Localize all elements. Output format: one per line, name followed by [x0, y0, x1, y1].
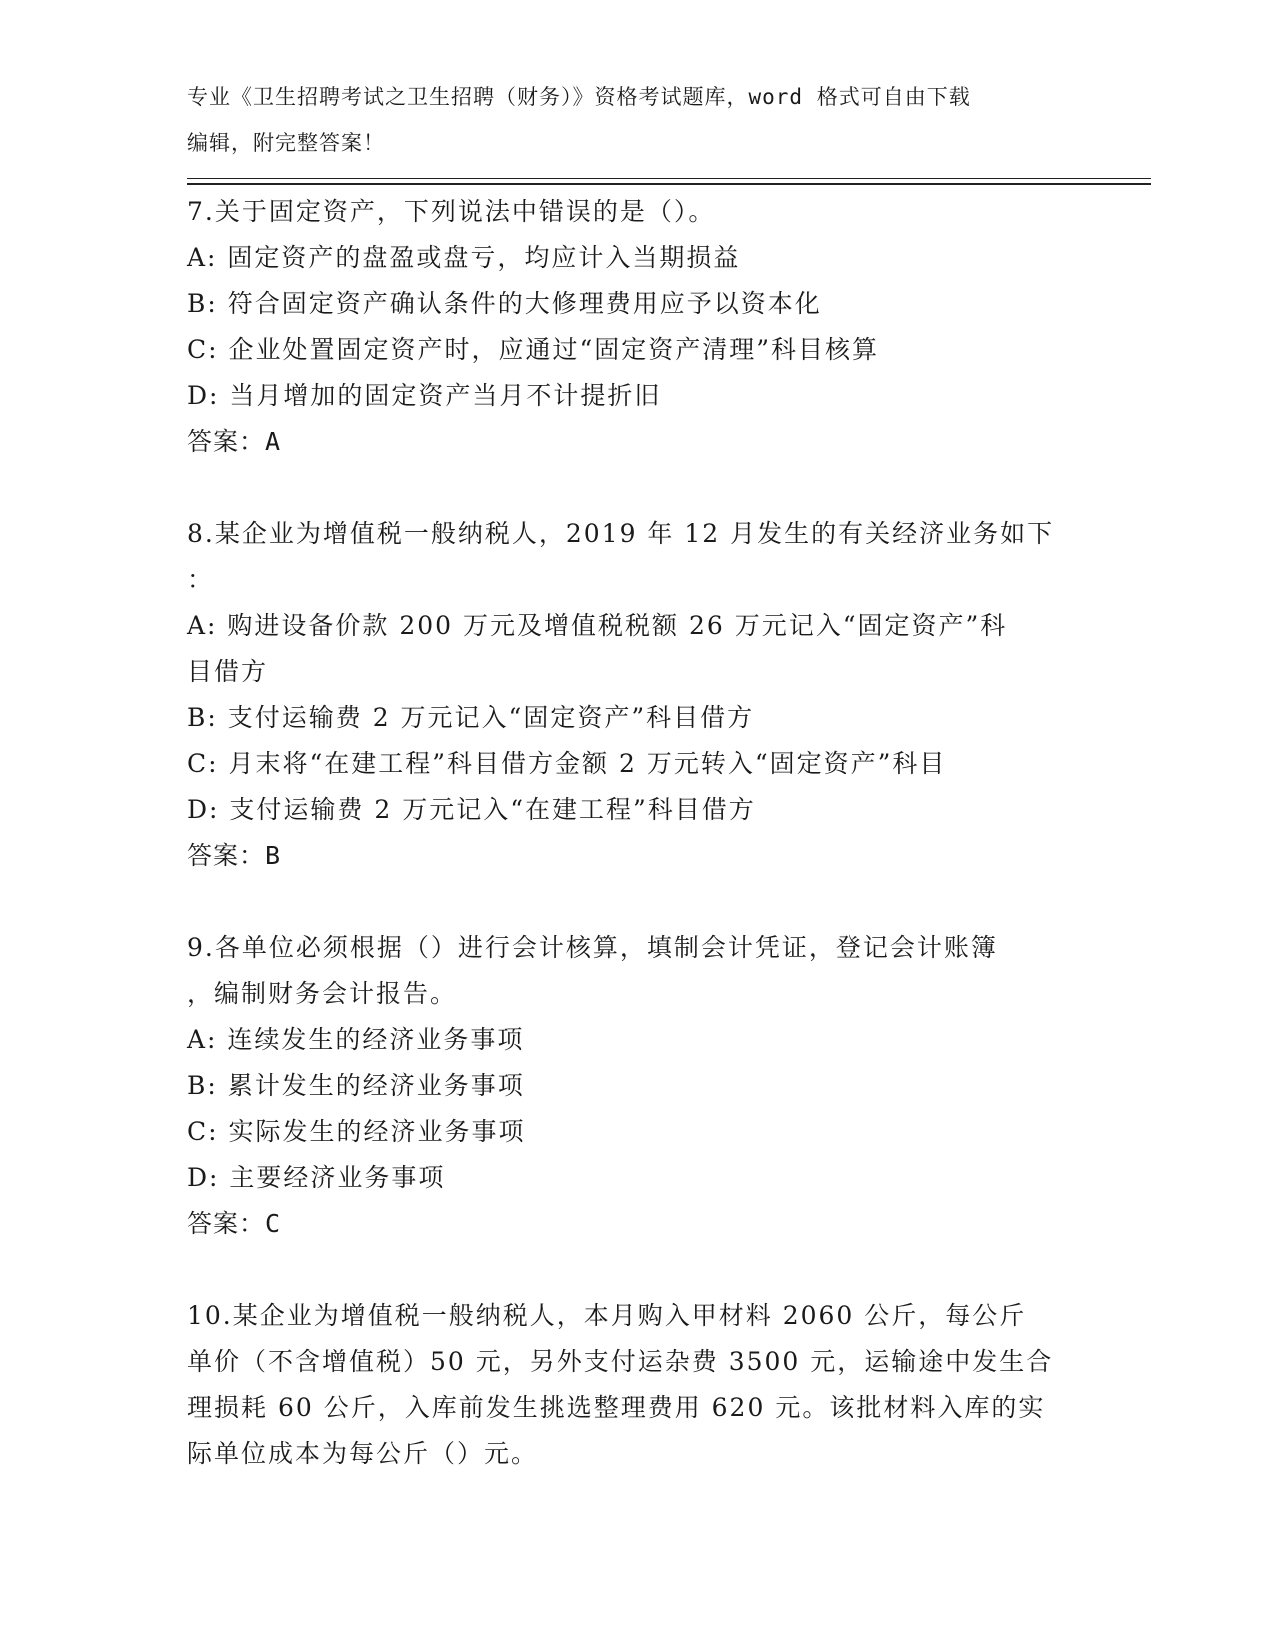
question-stem: 8.某企业为增值税一般纳税人，2019 年 12 月发生的有关经济业务如下 — [187, 519, 1055, 548]
question-block — [187, 1293, 1087, 1477]
document-header — [187, 74, 1087, 166]
option-c: C: 企业处置固定资产时，应通过“固定资产清理”科目核算 — [187, 335, 880, 364]
option-b: B: 累计发生的经济业务事项 — [187, 1071, 525, 1100]
option-c: C: 实际发生的经济业务事项 — [187, 1117, 526, 1146]
option-b: B: 支付运输费 2 万元记入“固定资产”科目借方 — [187, 703, 755, 732]
option-d: D: 支付运输费 2 万元记入“在建工程”科目借方 — [187, 795, 756, 824]
question-stem-continued: ： — [187, 565, 215, 594]
option-a-continued: 目借方 — [187, 657, 269, 686]
spacer — [187, 1247, 1087, 1293]
question-stem: 10.某企业为增值税一般纳税人，本月购入甲材料 2060 公斤，每公斤 — [187, 1301, 1027, 1330]
option-a: A: 固定资产的盘盈或盘亏，均应计入当期损益 — [187, 243, 741, 272]
header-line-1: 专业《卫生招聘考试之卫生招聘（财务）》资格考试题库，word 格式可自由下载 — [187, 85, 971, 109]
option-c: C: 月末将“在建工程”科目借方金额 2 万元转入“固定资产”科目 — [187, 749, 947, 778]
option-d: D: 主要经济业务事项 — [187, 1163, 446, 1192]
option-a: A: 连续发生的经济业务事项 — [187, 1025, 525, 1054]
question-stem-continued: 单价（不含增值税）50 元，另外支付运杂费 3500 元，运输途中发生合 — [187, 1347, 1054, 1376]
option-d: D: 当月增加的固定资产当月不计提折旧 — [187, 381, 662, 410]
spacer — [187, 465, 1087, 511]
spacer — [187, 879, 1087, 925]
question-block — [187, 511, 1087, 879]
question-stem: 7.关于固定资产，下列说法中错误的是（）。 — [187, 197, 716, 226]
answer: 答案：B — [187, 841, 282, 870]
header-rule-thick — [187, 183, 1151, 185]
question-stem-continued: 际单位成本为每公斤（）元。 — [187, 1439, 539, 1468]
option-b: B: 符合固定资产确认条件的大修理费用应予以资本化 — [187, 289, 822, 318]
question-list — [187, 189, 1087, 1477]
question-block — [187, 189, 1087, 465]
question-block — [187, 925, 1087, 1247]
question-stem: 9.各单位必须根据（）进行会计核算，填制会计凭证，登记会计账簿 — [187, 933, 998, 962]
option-a: A: 购进设备价款 200 万元及增值税税额 26 万元记入“固定资产”科 — [187, 611, 1008, 640]
header-rule-thin — [187, 178, 1151, 179]
answer: 答案：A — [187, 427, 282, 456]
question-stem-continued: 理损耗 60 公斤，入库前发生挑选整理费用 620 元。该批材料入库的实 — [187, 1393, 1046, 1422]
answer: 答案：C — [187, 1209, 282, 1238]
header-line-2: 编辑，附完整答案！ — [187, 131, 385, 155]
question-stem-continued: ，编制财务会计报告。 — [187, 979, 458, 1008]
